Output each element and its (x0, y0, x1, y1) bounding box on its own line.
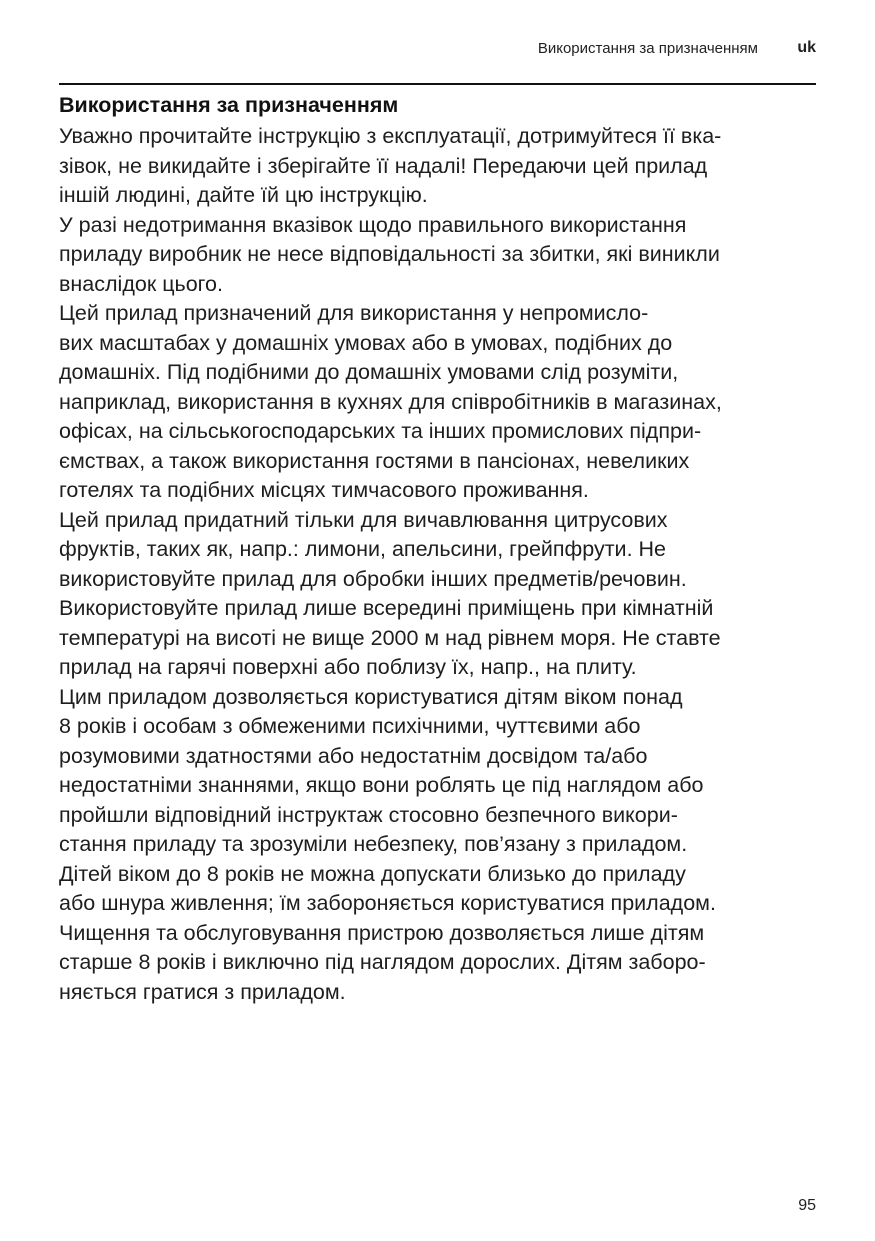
text-line: вих масштабах у домашніх умовах або в умовах, подібних до (59, 330, 673, 355)
text-line: няється гратися з приладом. (59, 979, 346, 1004)
text-line: Використовуйте прилад лише всередині приміщень при кімнатній (59, 596, 714, 620)
header-language-code: uk (797, 39, 816, 56)
text-line: фруктів, таких як, напр.: лимони, апельсини, грейпфрути. Не (59, 537, 666, 561)
text-line: пройшли відповідний інструктаж стосовно безпечного викори- (59, 802, 678, 827)
text-line: використовуйте прилад для обробки інших предметів/речовин. (59, 566, 687, 591)
text-line: зівок, не викидайте і зберігайте її надалі! Передаючи цей прилад (59, 153, 708, 178)
page-header (59, 38, 816, 62)
text-line: Цей прилад призначений для використання у непромисло- (59, 301, 649, 325)
text-line: домашніх. Під подібними до домашніх умовами слід розуміти, (59, 360, 679, 384)
page-number: 95 (798, 1197, 816, 1214)
text-line: У разі недотримання вказівок щодо правильного використання (59, 212, 687, 237)
text-line: 8 років і особам з обмеженими психічними, чуттєвими або (59, 714, 641, 738)
header-divider (59, 83, 816, 85)
text-line: прилад на гарячі поверхні або поблизу їх, напр., на плиту. (59, 655, 637, 679)
text-line: внаслідок цього. (59, 271, 223, 296)
text-line: розумовими здатностями або недостатнім досвідом та/або (59, 743, 648, 768)
text-line: приладу виробник не несе відповідальності за збитки, які виникли (59, 242, 720, 266)
header-section-title: Використання за призначенням (537, 40, 758, 57)
text-line: іншій людині, дайте їй цю інструкцію. (59, 183, 428, 207)
text-line: недостатніми знаннями, якщо вони роблять це під наглядом або (59, 773, 704, 797)
body-text (59, 122, 816, 1007)
text-line: Цей прилад придатний тільки для вичавлювання цитрусових (59, 507, 668, 532)
text-line: Дітей віком до 8 років не можна допускати близько до приладу (59, 861, 686, 886)
text-line: готелях та подібних місцях тимчасового проживання. (59, 478, 589, 502)
text-line: старше 8 років і виключно під наглядом дорослих. Дітям заборо- (59, 950, 706, 974)
section-heading: Використання за призначенням (59, 93, 399, 117)
text-line: стання приладу та зрозуміли небезпеку, пов’язану з приладом. (59, 832, 688, 856)
text-line: наприклад, використання в кухнях для співробітників в магазинах, (59, 389, 722, 414)
text-line: або шнура живлення; їм забороняється користуватися приладом. (59, 891, 716, 915)
text-line: Цим приладом дозволяється користуватися дітям віком понад (59, 684, 683, 709)
text-line: ємствах, а також використання гостями в пансіонах, невеликих (59, 448, 690, 473)
main-content (59, 88, 816, 1007)
text-line: Уважно прочитайте інструкцію з експлуатації, дотримуйтеся її вка- (59, 124, 722, 148)
text-line: офісах, на сільськогосподарських та інших промислових підпри- (59, 419, 702, 443)
text-line: температурі на висоті не вище 2000 м над рівнем моря. Не ставте (59, 625, 721, 650)
text-line: Чищення та обслуговування пристрою дозволяється лише дітям (59, 920, 705, 945)
